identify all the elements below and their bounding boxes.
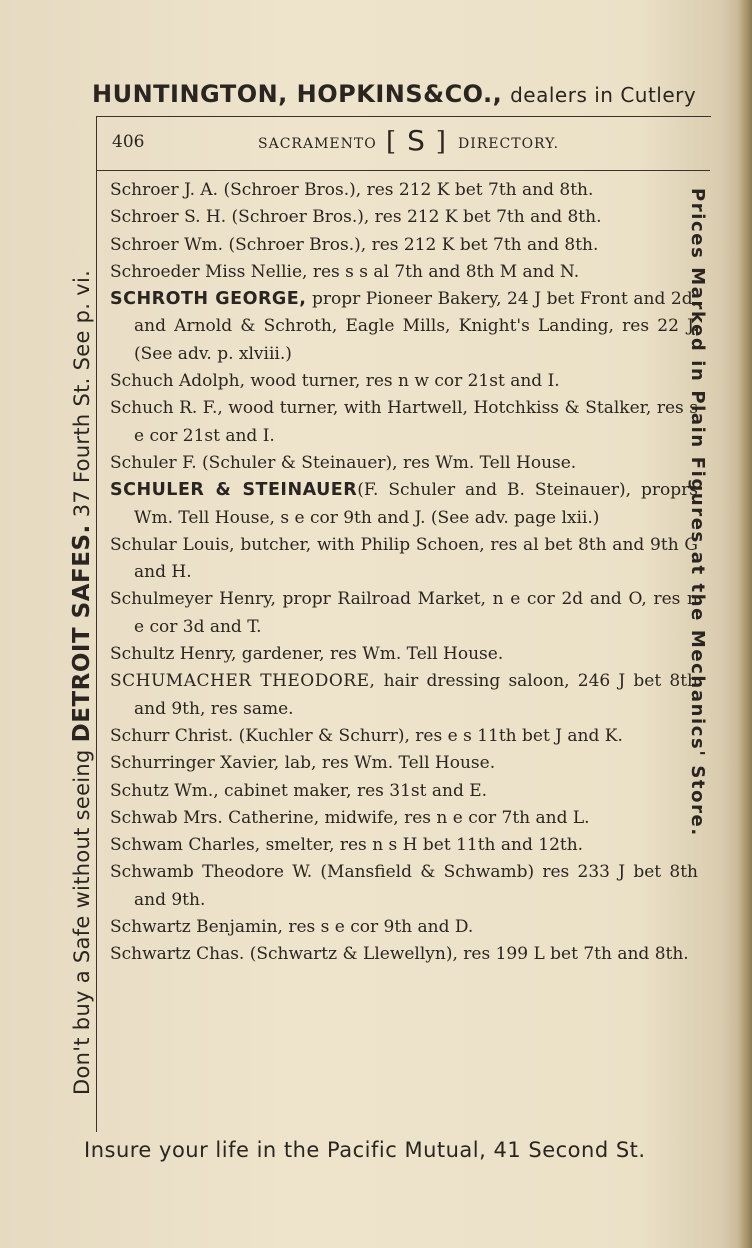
directory-entry — [110, 859, 698, 914]
directory-entry — [110, 778, 698, 805]
entry-text: (F. Schuler and B. Steinauer), proprs Wm. Tell House, s e cor 9th and J. (See adv. page lxii.) — [134, 480, 698, 528]
entry-text: Schwartz Chas. (Schwartz & Llewellyn), res 199 L bet 7th and 8th. — [110, 944, 689, 965]
directory-entry — [110, 914, 698, 941]
directory-entry — [110, 586, 698, 641]
header-letter-group — [386, 124, 447, 157]
directory-entry — [110, 395, 698, 450]
left-ad-part3: 37 Fourth St. See p. vi. — [70, 269, 94, 518]
directory-entry — [110, 232, 698, 259]
directory-entry — [110, 450, 698, 477]
header-city: SACRAMENTO — [258, 136, 377, 152]
entry-name: SCHUMACHER THEODORE, — [110, 671, 376, 692]
entry-text: Schutz Wm., cabinet maker, res 31st and E. — [110, 780, 488, 801]
directory-entry — [110, 668, 698, 723]
left-margin-advertisement — [69, 135, 95, 1095]
page-edge — [738, 0, 752, 1248]
top-ad-trade: dealers in Cutlery — [510, 83, 697, 107]
entry-text: hair dressing saloon, 246 J bet 8th and 9th, res same. — [134, 671, 698, 719]
page-number: 406 — [112, 132, 145, 152]
bottom-advertisement: Insure your life in the Pacific Mutual, 41 Second St. — [84, 1138, 646, 1162]
running-header — [112, 124, 708, 168]
entry-text: Schroeder Miss Nellie, res s s al 7th and 8th M and N. — [110, 261, 580, 282]
left-ad-part1: Don't buy a Safe without seeing — [70, 749, 94, 1095]
entry-text: Schroer J. A. (Schroer Bros.), res 212 K bet 7th and 8th. — [110, 180, 594, 200]
entry-text: Schwartz Benjamin, res s e cor 9th and D. — [110, 917, 474, 938]
entry-name: SCHROTH GEORGE, — [110, 289, 307, 310]
entry-text: Schurr Christ. (Kuchler & Schurr), res e s 11th bet J and K. — [110, 725, 623, 746]
directory-entry — [110, 368, 698, 395]
entry-text: Schwam Charles, smelter, res n s H bet 11th and 12th. — [110, 835, 584, 856]
directory-entry — [110, 832, 698, 859]
header-letter: S — [407, 124, 426, 157]
directory-entry — [110, 641, 698, 668]
header-bracket-close: ] — [435, 127, 447, 157]
entry-text: Schulmeyer Henry, propr Railroad Market, n e cor 2d and O, res n e cor 3d and T. — [110, 589, 698, 637]
entry-text: Schuler F. (Schuler & Steinauer), res Wm. Tell House. — [110, 452, 577, 473]
entry-text: Schwab Mrs. Catherine, midwife, res n e cor 7th and L. — [110, 807, 590, 828]
directory-entry — [110, 259, 698, 286]
directory-entry — [110, 477, 698, 532]
directory-entry — [110, 750, 698, 777]
directory-entry — [110, 532, 698, 587]
directory-entry — [110, 286, 698, 368]
left-ad-brand: DETROIT SAFES. — [69, 524, 95, 743]
entry-text: Schroer S. H. (Schroer Bros.), res 212 K bet 7th and 8th. — [110, 207, 602, 228]
directory-entry — [110, 941, 698, 968]
top-ad-firm: HUNTINGTON, HOPKINS&CO., — [92, 80, 503, 108]
entry-text: Schwamb Theodore W. (Mansfield & Schwamb) res 233 J bet 8th and 9th. — [110, 862, 698, 910]
directory-entry — [110, 177, 698, 204]
right-margin-advertisement: Prices Marked in Plain Figures at the Mechanics' Store. — [687, 188, 708, 837]
entry-text: propr Pioneer Bakery, 24 J bet Front and 2d, and Arnold & Schroth, Eagle Mills, Knight's Landing, res 22 J. (See adv. p. xlviii.) — [134, 289, 698, 364]
entry-name: SCHULER & STEINAUER — [110, 480, 358, 501]
directory-entry — [110, 723, 698, 750]
entry-text: Schuch R. F., wood turner, with Hartwell, Hotchkiss & Stalker, res s e cor 21st and I. — [110, 398, 698, 446]
header-rule — [96, 170, 710, 171]
top-advertisement — [92, 80, 722, 108]
entry-text: Schurringer Xavier, lab, res Wm. Tell House. — [110, 753, 496, 774]
directory-entry — [110, 204, 698, 231]
entry-text: Schuch Adolph, wood turner, res n w cor 21st and I. — [110, 371, 560, 392]
entry-text: Schultz Henry, gardener, res Wm. Tell House. — [110, 644, 504, 665]
header-title: DIRECTORY. — [458, 136, 560, 152]
entry-text: Schular Louis, butcher, with Philip Schoen, res al bet 8th and 9th G and H. — [110, 534, 698, 583]
directory-entries — [110, 177, 698, 969]
entry-text: Schroer Wm. (Schroer Bros.), res 212 K bet 7th and 8th. — [110, 234, 599, 255]
header-bracket-open: [ — [386, 127, 398, 157]
directory-entry — [110, 805, 698, 832]
